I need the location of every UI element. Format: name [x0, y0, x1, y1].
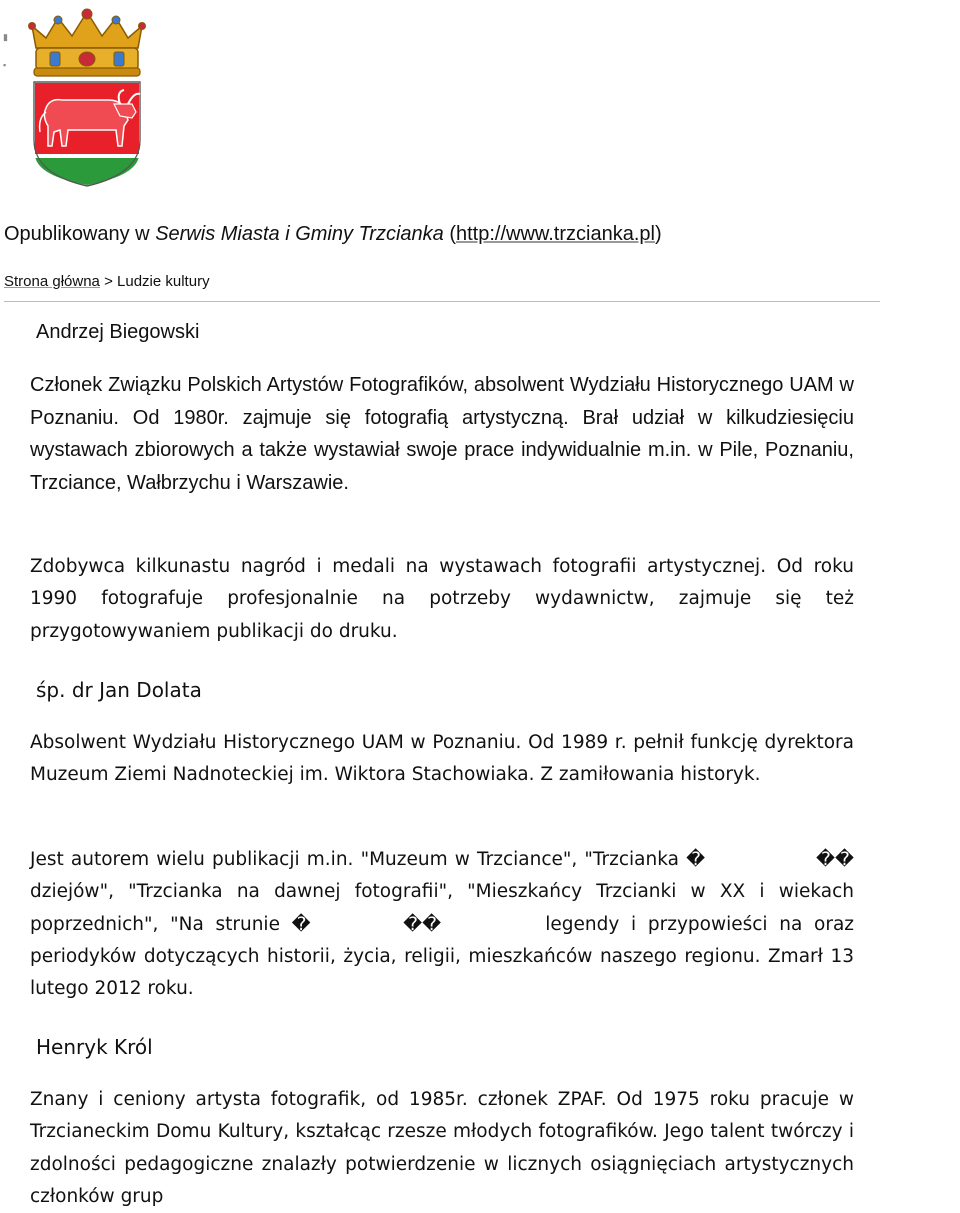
person-name: Henryk Król [36, 1035, 153, 1059]
published-in-line [4, 220, 662, 248]
breadcrumb [4, 271, 210, 293]
bio-paragraph: Absolwent Wydziału Historycznego UAM w Poznaniu. Od 1989 r. pełnił funkcję dyrektora Muzeum Ziemi Nadnoteckiej im. Wiktora Stachowiaka. Z zamiłowania historyk. [30, 732, 854, 786]
scan-artifact-mark: ▪ [3, 60, 7, 70]
crown-icon [29, 9, 146, 76]
header-divider [4, 301, 880, 302]
coat-of-arms-icon [28, 8, 146, 188]
breadcrumb-current: Ludzie kultury [117, 273, 210, 290]
scan-artifact-mark: ▮ [3, 32, 8, 42]
person-name: śp. dr Jan Dolata [36, 678, 202, 702]
url-open-paren: ( [443, 223, 456, 245]
site-name: Serwis Miasta i Gminy Trzcianka [155, 223, 444, 245]
bio-paragraph: Członek Związku Polskich Artystów Fotografików, absolwent Wydziału Historycznego UAM w Poznaniu. Od 1980r. zajmuje się fotografią artystyczną. Brał udział w kilkudziesięciu wystawach zbiorowych a także wystawiał swoje prace indywidualnie m.in. w Pile, Poznaniu, Trzciance, Wałbrzychu i Warszawie. [30, 374, 854, 494]
site-url-link[interactable]: http://www.trzcianka.pl [455, 223, 655, 245]
breadcrumb-home-link[interactable]: Strona główna [4, 273, 100, 290]
person-name: Andrzej Biegowski [36, 321, 200, 343]
bio-paragraph: Jest autorem wielu publikacji m.in. "Muzeum w Trzciance", "Trzcianka � �� dziejów", "Trzcianka na dawnej fotografii", "Mieszkańcy Trzcianki w XX i wiekach poprzednich", "Na strunie � �� legendy i przypowieści na oraz periodyków dotyczących historii, życia, religii, mieszkańców naszego regionu. Zmarł 13 lutego 2012 roku. [30, 849, 854, 1000]
bio-paragraph: Znany i ceniony artysta fotografik, od 1985r. członek ZPAF. Od 1975 roku pracuje w Trzcianeckim Domu Kultury, kształcąc rzesze młodych fotografików. Jego talent twórczy i zdolności pedagogiczne znalazły potwierdzenie w licznych osiągnięciach artystycznych członków grup [30, 1089, 854, 1207]
url-close-paren: ) [654, 223, 662, 245]
bio-paragraph: Zdobywca kilkunastu nagród i medali na wystawach fotografii artystycznej. Od roku 1990 fotografuje profesjonalnie na potrzeby wydawnictw, zajmuje się też przygotowywaniem publikacji do druku. [30, 556, 854, 642]
breadcrumb-separator: > [99, 273, 118, 290]
published-prefix: Opublikowany w [4, 223, 156, 245]
